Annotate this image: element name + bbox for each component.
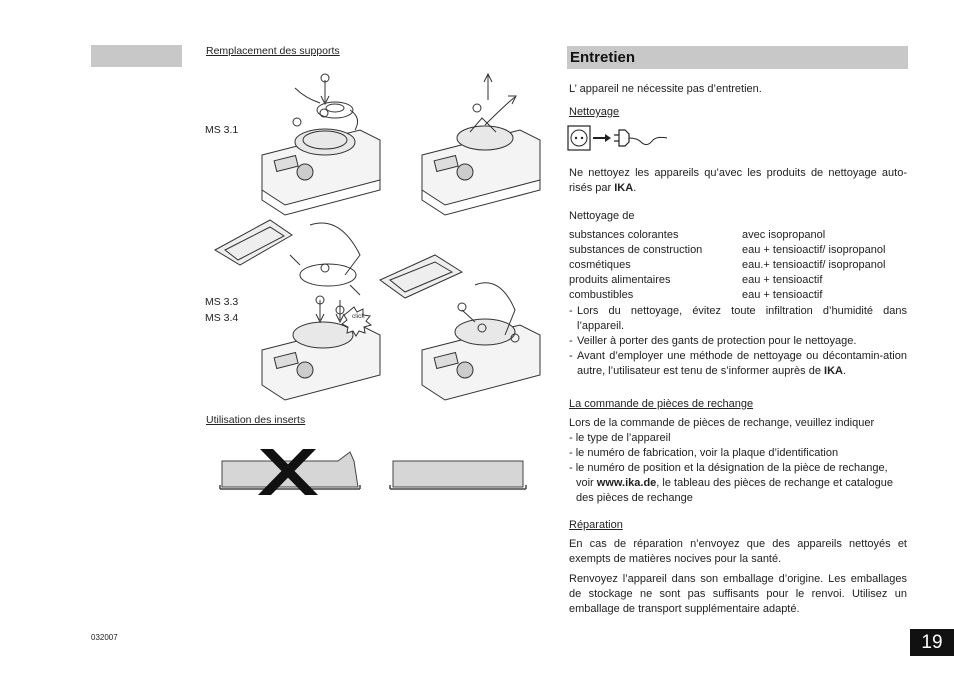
document-code: 032007	[91, 633, 118, 642]
label-ms33: MS 3.3	[205, 296, 239, 308]
wrong-insert-usage	[220, 449, 360, 495]
ika-website-link[interactable]: www.ika.de	[596, 477, 657, 489]
spare-parts-heading: La commande de pièces de rechange	[569, 398, 754, 410]
list-item: voir www.ika.de, le tableau des pièces de rechange et catalogue	[576, 477, 893, 489]
table-row: substances de construction eau + tensioactif/ isopropanol	[569, 244, 886, 256]
section-title-maintenance: Entretien	[570, 49, 636, 66]
cleaning-instructions: Ne nettoyez les appareils qu’avec les produits de nettoyage auto-risés par IKA.	[569, 167, 907, 194]
list-item: - Veiller à porter des gants de protection pour le nettoyage.	[569, 334, 907, 349]
correct-insert-usage	[390, 461, 526, 489]
spare-parts-intro: Lors de la commande de pièces de rechange, veuillez indiquer	[569, 417, 875, 429]
label-ms34: MS 3.4	[205, 312, 239, 324]
click-label: click	[352, 313, 365, 320]
unplug-icon	[567, 124, 671, 152]
repair-paragraph-2: Renvoyez l’appareil dans son emballage d’origine. Les emballages de stockage ne sont pas suffisants pour le renvoi. Utilisez un emballage de transport supplémentaire adapté.	[569, 573, 907, 615]
inserts-illustration	[218, 447, 528, 499]
repair-heading: Réparation	[569, 519, 623, 531]
table-row: produits alimentaires eau + tensioactif	[569, 274, 823, 286]
spare-parts-section	[569, 416, 909, 506]
cleaning-notes-list	[569, 304, 907, 379]
table-row: combustibles eau + tensioactif	[569, 289, 823, 301]
repair-paragraph-1: En cas de réparation n’envoyez que des appareils nettoyés et exempts de matières nocives pour la santé.	[569, 538, 907, 565]
list-item: - Avant d’employer une méthode de nettoyage ou décontamin-ation autre, l’utilisateur est tenu de s’informer auprès de IKA.	[569, 349, 907, 379]
cleaning-of-label: Nettoyage de	[569, 210, 635, 222]
label-ms31: MS 3.1	[205, 124, 239, 136]
cleaning-heading: Nettoyage	[569, 106, 620, 118]
maintenance-intro: L’ appareil ne nécessite pas d’entretien.	[569, 83, 762, 95]
support-replacement-illustration	[200, 60, 560, 405]
list-item: - le numéro de position et la désignation de la pièce de rechange,	[569, 462, 888, 474]
device-ms34-step	[380, 255, 540, 400]
list-item: - Lors du nettoyage, évitez toute infiltration d’humidité dans l’appareil.	[569, 304, 907, 334]
list-item: des pièces de rechange	[576, 492, 693, 504]
device-ms31-step1	[262, 74, 380, 215]
device-ms31-step2	[422, 74, 540, 215]
list-item: - le type de l’appareil	[569, 432, 671, 444]
list-item: - le numéro de fabrication, voir la plaque d’identification	[569, 447, 839, 459]
page-number: 19	[910, 629, 954, 656]
section-title-support-replacement: Remplacement des supports	[206, 45, 340, 57]
brand-ika: IKA	[614, 182, 634, 194]
table-row: substances colorantes avec isopropanol	[569, 229, 826, 241]
section-header-maintenance	[567, 46, 908, 69]
header-grey-block	[91, 45, 182, 67]
table-row: cosmétiques eau.+ tensioactif/ isopropanol	[569, 259, 886, 271]
section-title-inserts-use: Utilisation des inserts	[206, 414, 306, 426]
cleaning-table	[569, 228, 909, 303]
